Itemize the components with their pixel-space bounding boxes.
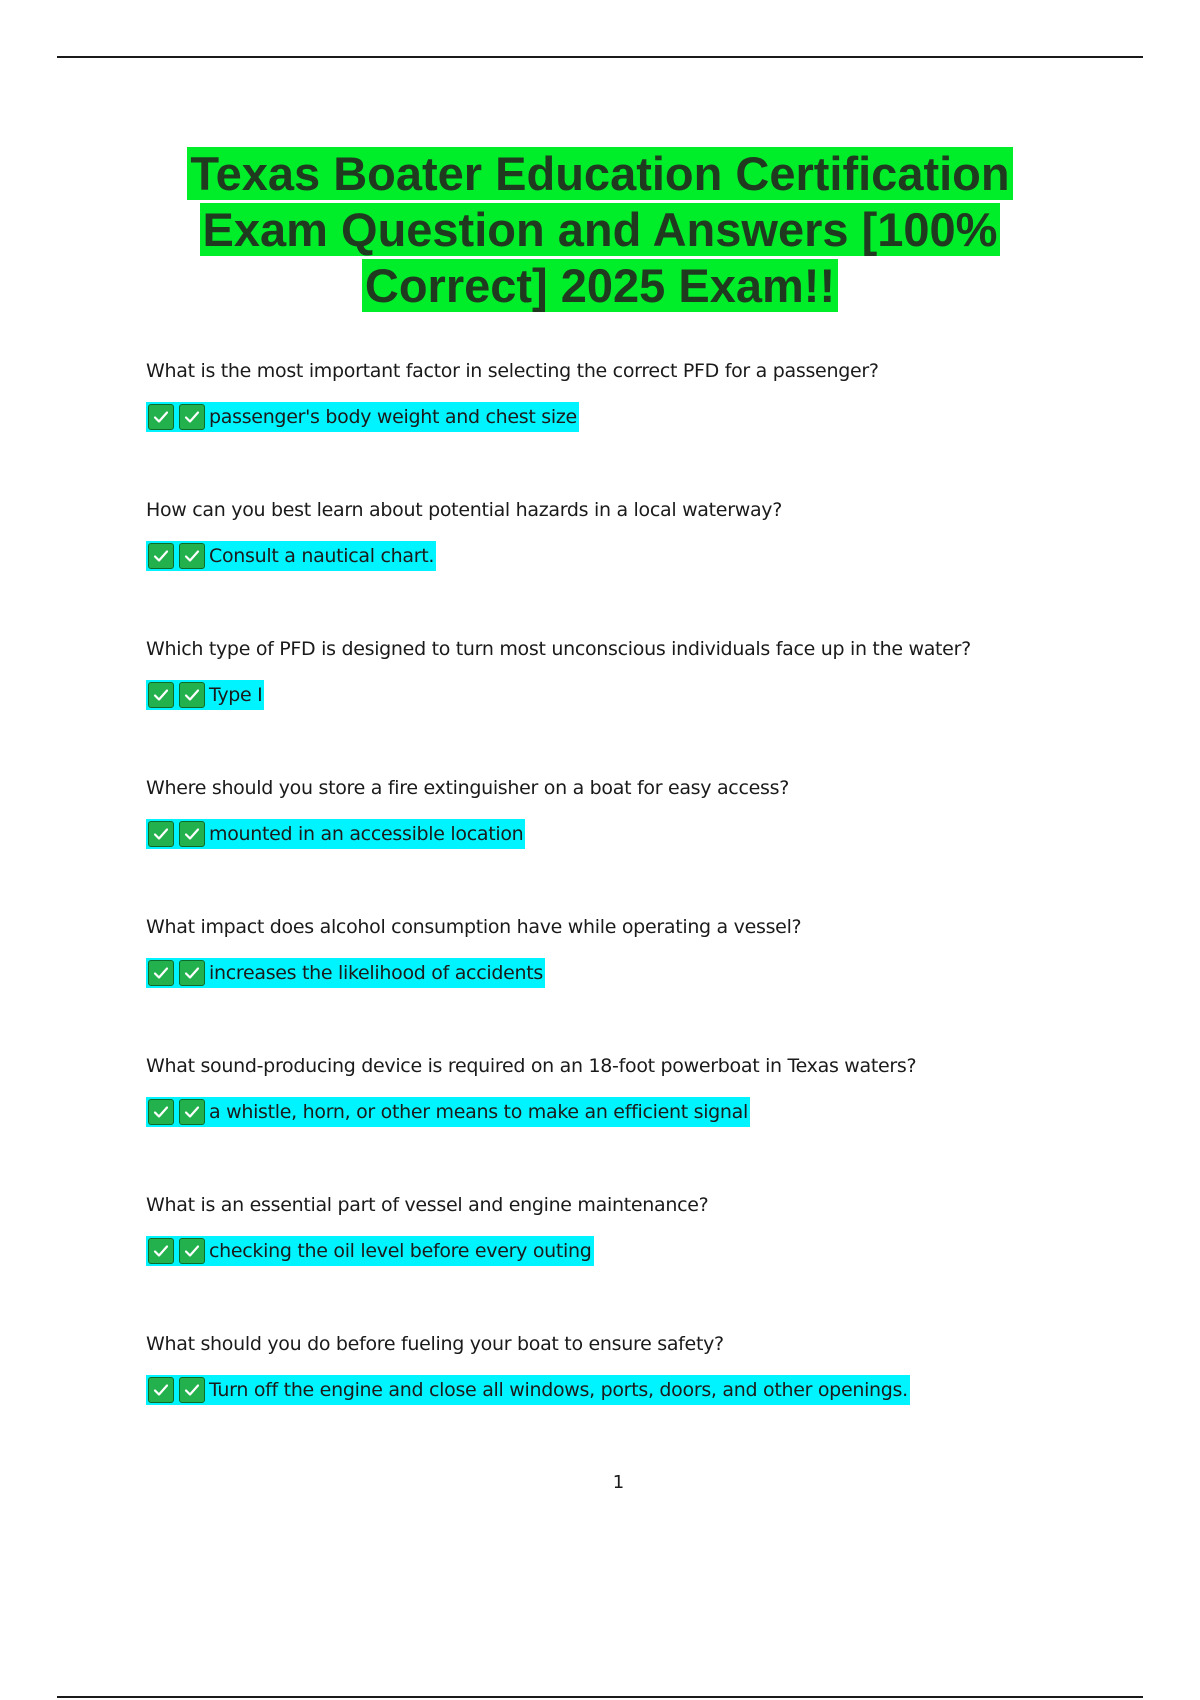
answer-highlight xyxy=(146,1236,594,1266)
answer-highlight xyxy=(146,819,525,849)
answer-highlight xyxy=(146,1375,910,1405)
check-mark-icon xyxy=(179,404,205,430)
answer-text: increases the likelihood of accidents xyxy=(209,962,543,984)
qa-item xyxy=(146,1049,1146,1188)
qa-item xyxy=(146,493,1146,632)
answer-highlight xyxy=(146,541,436,571)
answer-text: Type I xyxy=(209,684,263,706)
answer-text: mounted in an accessible location xyxy=(209,823,524,845)
qa-item xyxy=(146,1188,1146,1327)
answer-highlight xyxy=(146,680,264,710)
check-mark-icon xyxy=(148,404,174,430)
qa-item xyxy=(146,632,1146,771)
check-mark-icon xyxy=(148,1377,174,1403)
check-mark-icon xyxy=(179,1099,205,1125)
title-container xyxy=(57,146,1143,314)
question-text: What should you do before fueling your boat to ensure safety? xyxy=(146,1333,724,1355)
question-text: What is an essential part of vessel and engine maintenance? xyxy=(146,1194,709,1216)
page-number: 1 xyxy=(612,1472,625,1493)
question-text: Where should you store a fire extinguisher on a boat for easy access? xyxy=(146,777,789,799)
check-mark-icon xyxy=(148,682,174,708)
qa-item xyxy=(146,1327,1146,1466)
answer-text: Consult a nautical chart. xyxy=(209,545,435,567)
answer-text: a whistle, horn, or other means to make an efficient signal xyxy=(209,1101,748,1123)
check-mark-icon xyxy=(148,1099,174,1125)
check-mark-icon xyxy=(148,1238,174,1264)
answer-highlight xyxy=(146,958,545,988)
check-mark-icon xyxy=(148,543,174,569)
question-text: What impact does alcohol consumption have while operating a vessel? xyxy=(146,916,802,938)
answer-highlight xyxy=(146,1097,750,1127)
top-rule xyxy=(57,56,1143,58)
question-text: What sound-producing device is required on an 18-foot powerboat in Texas waters? xyxy=(146,1055,917,1077)
check-mark-icon xyxy=(179,682,205,708)
answer-text: checking the oil level before every outing xyxy=(209,1240,592,1262)
check-mark-icon xyxy=(148,821,174,847)
bottom-rule xyxy=(57,1696,1143,1698)
answer-text: Turn off the engine and close all windows, ports, doors, and other openings. xyxy=(209,1379,908,1401)
qa-item xyxy=(146,910,1146,1049)
check-mark-icon xyxy=(179,1238,205,1264)
check-mark-icon xyxy=(179,821,205,847)
check-mark-icon xyxy=(179,543,205,569)
qa-list xyxy=(146,354,1146,1466)
document-title: Texas Boater Education Certification Exam Question and Answers [100% Correct] 2025 Exam!! xyxy=(187,147,1012,312)
check-mark-icon xyxy=(179,960,205,986)
qa-item xyxy=(146,771,1146,910)
question-text: How can you best learn about potential hazards in a local waterway? xyxy=(146,499,783,521)
qa-item xyxy=(146,354,1146,493)
question-text: Which type of PFD is designed to turn most unconscious individuals face up in the water? xyxy=(146,638,971,660)
question-text: What is the most important factor in selecting the correct PFD for a passenger? xyxy=(146,360,879,382)
check-mark-icon xyxy=(148,960,174,986)
check-mark-icon xyxy=(179,1377,205,1403)
answer-text: passenger's body weight and chest size xyxy=(209,406,577,428)
answer-highlight xyxy=(146,402,579,432)
